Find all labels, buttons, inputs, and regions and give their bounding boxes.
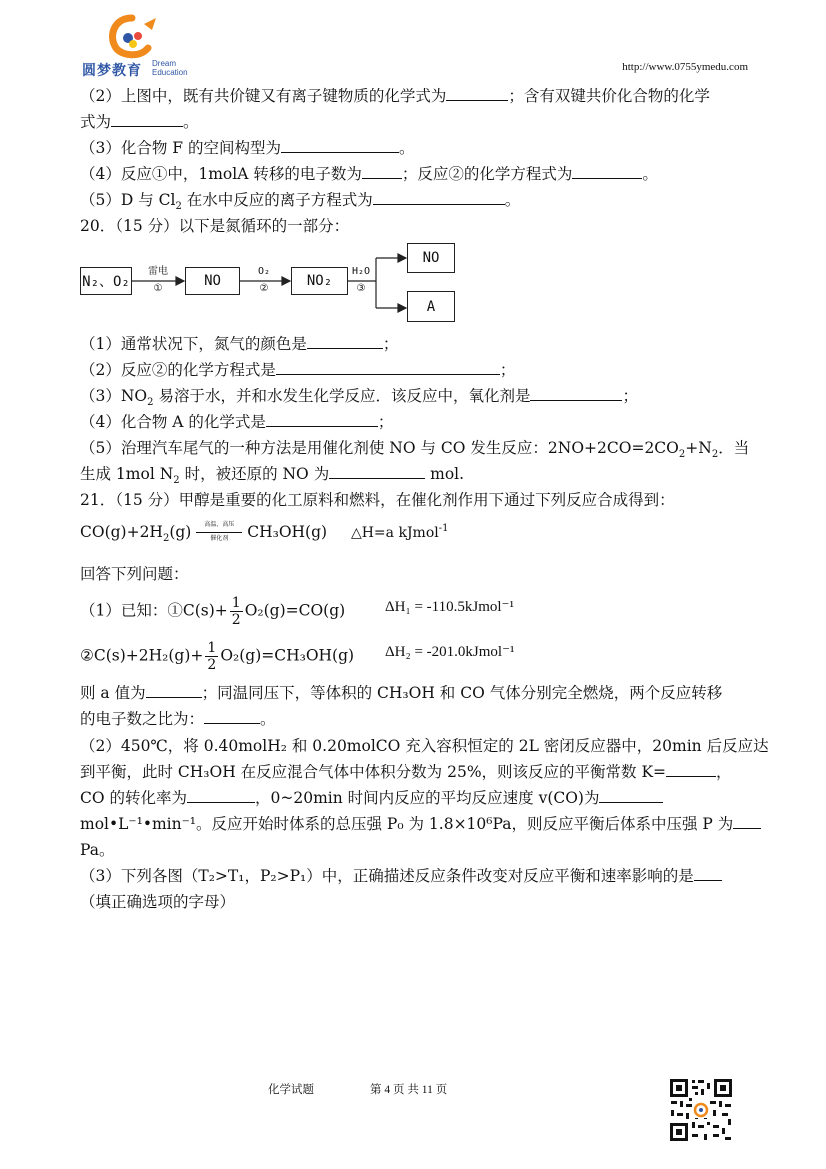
q20-part2: （2）反应②的化学方程式是 ； [80, 361, 516, 379]
q21-part1-q-cont: 的电子数之比为： 。 [80, 710, 276, 728]
arrow2-label-bottom: ② [259, 283, 269, 294]
q21-part1-q: 则 a 值为 ；同温同压下，等体积的 CH₃OH 和 CO 气体分别完全燃烧，两个反应转移 [80, 684, 723, 702]
q21-part2-l2: 到平衡，此时 CH₃OH 在反应混合气体中体积分数为 25%，则该反应的平衡常数 K= ， [80, 763, 732, 781]
q19-part3: （3）化合物 F 的空间构型为 。 [80, 139, 415, 157]
q20-part1: （1）通常状况下，氮气的颜色是 ； [80, 335, 399, 353]
logo-emblem-icon [102, 14, 162, 62]
q21-title: 21．（15 分）甲醇是重要的化工原料和燃料，在催化剂作用下通过下列反应合成得到： [80, 491, 675, 509]
logo-text-cn: 圆梦教育 [82, 63, 142, 79]
qr-code [668, 1077, 734, 1143]
q20-part3: $(3)NO_2$ 易溶于水，并和水发生化学反应．该反应中，氧化剂是 ； [80, 387, 638, 409]
q19-part2-cont: 式为 。 [80, 113, 199, 131]
qr-code-icon [668, 1077, 734, 1143]
q19-part5: （5）D 与 $Cl_2$ 在水中反应的离子方程式为 。 [80, 191, 521, 213]
diagram-box-no2: NO₂ [291, 267, 348, 295]
q21-part2-l1: （2）450℃，将 0.40molH₂ 和 0.20molCO 充入容积恒定的 2L 密闭反应器中，20min 后反应达 [80, 737, 769, 755]
q21-part2-l5: Pa。 [80, 841, 115, 859]
q20-title: 20．（15 分）以下是氮循环的一部分： [80, 217, 350, 235]
footer-subject: 化学试题 [268, 1084, 314, 1096]
equation-condition: 高温、高压 催化剂 [196, 523, 242, 543]
arrow1-label-bottom: ① [153, 283, 163, 294]
q21-answer-prompt: 回答下列问题： [80, 565, 189, 583]
nitrogen-cycle-diagram [80, 240, 460, 326]
arrow2-label-top: O₂ [257, 266, 271, 277]
logo-text-en-1: Dream [152, 59, 177, 68]
arrow1-label-top: 雷电 [148, 266, 168, 277]
q20-part5-cont: 生成 1mol $N_2$ 时，被还原的 NO 为 mol. [80, 465, 465, 487]
q21-part2-l3: CO 的转化率为 ，0~20min 时间内反应的平均反应速度 v(CO)为 [80, 788, 663, 808]
q20-part4: （4）化合物 A 的化学式是 ； [80, 413, 394, 431]
logo-text-en-2: Education [152, 68, 188, 77]
q21-part2-l4: mol•L⁻¹•min⁻¹。反应开始时体系的总压强 P₀ 为 1.8×10⁶Pa，则反应平衡后体系中压强 P 为 [80, 814, 761, 834]
diagram-box-out-a: A [407, 291, 455, 322]
diagram-box-no: NO [185, 267, 240, 295]
q21-dh2: ΔH₂ = -201.0kJmol⁻¹ [385, 644, 515, 660]
q20-part5: （5）治理汽车尾气的一种方法是用催化剂使 NO 与 CO 发生反应：$2NO+2CO=2CO_2+N_2$．当 [80, 439, 750, 461]
arrow3-label-bottom: ③ [356, 283, 366, 294]
q21-main-equation: $CO(g)+2H_2(g)$ 高温、高压 催化剂 CH₃OH(g) △H=a kJmol$^{-1}$ [80, 521, 449, 545]
diagram-box-out-no: NO [407, 243, 455, 273]
q19-part2: （2）上图中，既有共价键又有离子键物质的化学式为 ；含有双键共价化合物的化学 [80, 87, 710, 105]
diagram-box-start: N₂、O₂ [80, 267, 132, 295]
arrow3-label-top: H₂O [351, 266, 371, 277]
logo [82, 14, 192, 78]
q21-known-1: （1）已知：①C(s)+ $\frac{1}{2}$ O₂(g)=CO(g) [80, 595, 346, 628]
header-url: http://www.0755ymedu.com [622, 61, 748, 73]
q21-dh1: ΔH₁ = -110.5kJmol⁻¹ [385, 599, 514, 615]
q21-part3-l2: （填正确选项的字母） [80, 893, 236, 911]
q21-known-2: ②C(s)+2H₂(g)+ $\frac{1}{2}$ O₂(g)=CH₃OH(g) [80, 640, 355, 673]
footer-page: 第 4 页 共 11 页 [370, 1084, 448, 1096]
q19-part4: （4）反应①中，1molA 转移的电子数为 ；反应②的化学方程式为 。 [80, 165, 658, 183]
q21-part3-l1: （3）下列各图（T₂>T₁，P₂>P₁）中，正确描述反应条件改变对反应平衡和速率影响的是 [80, 866, 722, 886]
